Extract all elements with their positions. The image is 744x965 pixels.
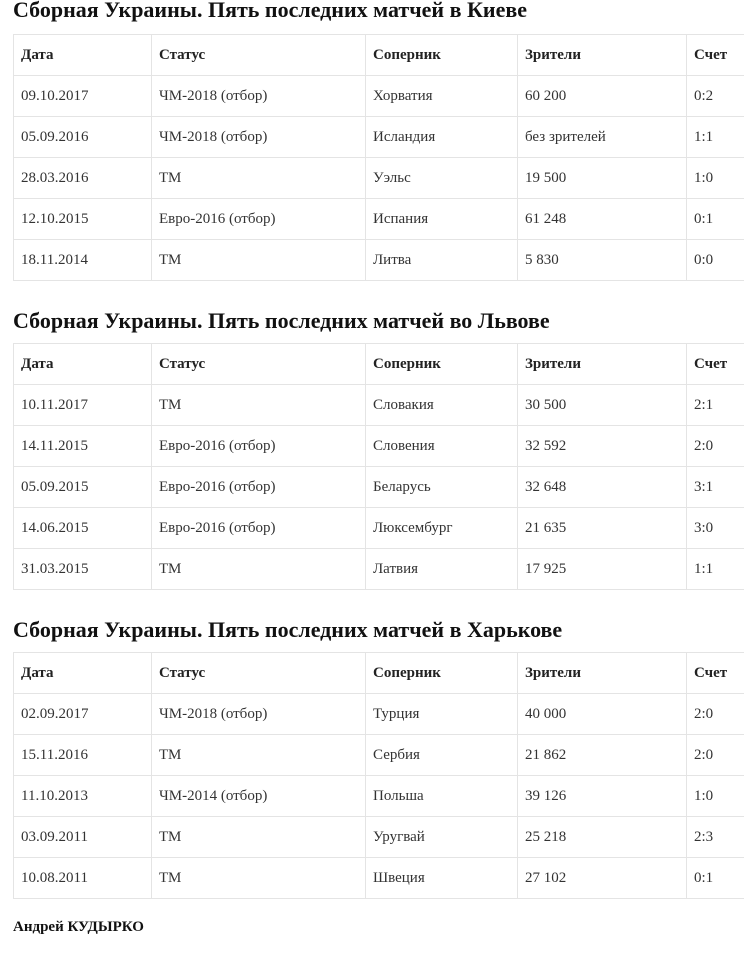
cell-opponent: Люксембург [366,508,518,549]
table-row [14,817,744,858]
table-row [14,467,744,508]
cell-date: 14.06.2015 [14,508,152,549]
table-row [14,549,744,590]
article-body [13,0,744,936]
cell-score: 0:0 [687,240,744,281]
section-title-lviv: Сборная Украины. Пять последних матчей во Львове [13,308,550,333]
cell-date: 10.08.2011 [14,858,152,899]
column-header-viewers: Зрители [518,35,687,76]
cell-status: Евро-2016 (отбор) [152,467,366,508]
cell-opponent: Литва [366,240,518,281]
table-header-row [14,653,744,694]
cell-opponent: Швеция [366,858,518,899]
cell-status: Евро-2016 (отбор) [152,199,366,240]
cell-opponent: Уругвай [366,817,518,858]
cell-viewers: 21 862 [518,735,687,776]
cell-opponent: Беларусь [366,467,518,508]
section-title-kyiv: Сборная Украины. Пять последних матчей в Киеве [13,0,527,22]
table-row [14,385,744,426]
cell-opponent: Латвия [366,549,518,590]
cell-status: ЧМ-2018 (отбор) [152,117,366,158]
cell-score: 1:1 [687,549,744,590]
cell-date: 10.11.2017 [14,385,152,426]
cell-date: 31.03.2015 [14,549,152,590]
cell-score: 2:1 [687,385,744,426]
cell-date: 02.09.2017 [14,694,152,735]
cell-status: ТМ [152,735,366,776]
cell-score: 0:2 [687,76,744,117]
cell-status: Евро-2016 (отбор) [152,508,366,549]
cell-viewers: 60 200 [518,76,687,117]
cell-date: 09.10.2017 [14,76,152,117]
cell-viewers: 25 218 [518,817,687,858]
cell-date: 12.10.2015 [14,199,152,240]
cell-date: 03.09.2011 [14,817,152,858]
cell-viewers: 19 500 [518,158,687,199]
cell-status: ТМ [152,385,366,426]
matches-table-kyiv [13,34,744,281]
column-header-date: Дата [14,35,152,76]
cell-opponent: Уэльс [366,158,518,199]
cell-status: ТМ [152,817,366,858]
table-row [14,240,744,281]
table-row [14,694,744,735]
cell-viewers: 5 830 [518,240,687,281]
table-row [14,158,744,199]
column-header-opponent: Соперник [366,35,518,76]
cell-date: 05.09.2015 [14,467,152,508]
cell-status: ЧМ-2014 (отбор) [152,776,366,817]
cell-status: ТМ [152,240,366,281]
cell-opponent: Турция [366,694,518,735]
cell-viewers: 27 102 [518,858,687,899]
cell-date: 14.11.2015 [14,426,152,467]
matches-table-kharkiv [13,652,744,899]
cell-date: 11.10.2013 [14,776,152,817]
column-header-viewers: Зрители [518,344,687,385]
cell-score: 2:0 [687,694,744,735]
table-row [14,199,744,240]
table-row [14,426,744,467]
column-header-opponent: Соперник [366,344,518,385]
cell-score: 0:1 [687,199,744,240]
cell-score: 3:0 [687,508,744,549]
cell-date: 15.11.2016 [14,735,152,776]
column-header-date: Дата [14,653,152,694]
cell-date: 28.03.2016 [14,158,152,199]
cell-status: ЧМ-2018 (отбор) [152,76,366,117]
cell-opponent: Сербия [366,735,518,776]
column-header-status: Статус [152,35,366,76]
cell-viewers: 40 000 [518,694,687,735]
cell-viewers: 17 925 [518,549,687,590]
cell-status: Евро-2016 (отбор) [152,426,366,467]
cell-status: ТМ [152,549,366,590]
cell-date: 18.11.2014 [14,240,152,281]
table-row [14,117,744,158]
table-row [14,776,744,817]
cell-viewers: 21 635 [518,508,687,549]
cell-score: 3:1 [687,467,744,508]
cell-date: 05.09.2016 [14,117,152,158]
cell-opponent: Словения [366,426,518,467]
cell-score: 2:0 [687,426,744,467]
cell-opponent: Исландия [366,117,518,158]
cell-status: ТМ [152,158,366,199]
cell-score: 1:0 [687,158,744,199]
column-header-score: Счет [687,35,744,76]
cell-score: 1:0 [687,776,744,817]
cell-viewers: 61 248 [518,199,687,240]
matches-table-lviv [13,343,744,590]
table-header-row [14,344,744,385]
table-row [14,858,744,899]
column-header-opponent: Соперник [366,653,518,694]
table-header-row [14,35,744,76]
cell-viewers: без зрителей [518,117,687,158]
article-author: Андрей КУДЫРКО [13,919,144,935]
cell-viewers: 30 500 [518,385,687,426]
column-header-status: Статус [152,344,366,385]
cell-viewers: 39 126 [518,776,687,817]
column-header-status: Статус [152,653,366,694]
section-title-kharkiv: Сборная Украины. Пять последних матчей в Харькове [13,617,563,642]
cell-viewers: 32 592 [518,426,687,467]
column-header-score: Счет [687,653,744,694]
column-header-date: Дата [14,344,152,385]
column-header-score: Счет [687,344,744,385]
cell-score: 2:3 [687,817,744,858]
cell-status: ЧМ-2018 (отбор) [152,694,366,735]
cell-opponent: Словакия [366,385,518,426]
table-row [14,508,744,549]
cell-score: 2:0 [687,735,744,776]
cell-score: 1:1 [687,117,744,158]
cell-opponent: Польша [366,776,518,817]
table-row [14,76,744,117]
cell-status: ТМ [152,858,366,899]
cell-score: 0:1 [687,858,744,899]
cell-opponent: Хорватия [366,76,518,117]
cell-opponent: Испания [366,199,518,240]
column-header-viewers: Зрители [518,653,687,694]
cell-viewers: 32 648 [518,467,687,508]
table-row [14,735,744,776]
